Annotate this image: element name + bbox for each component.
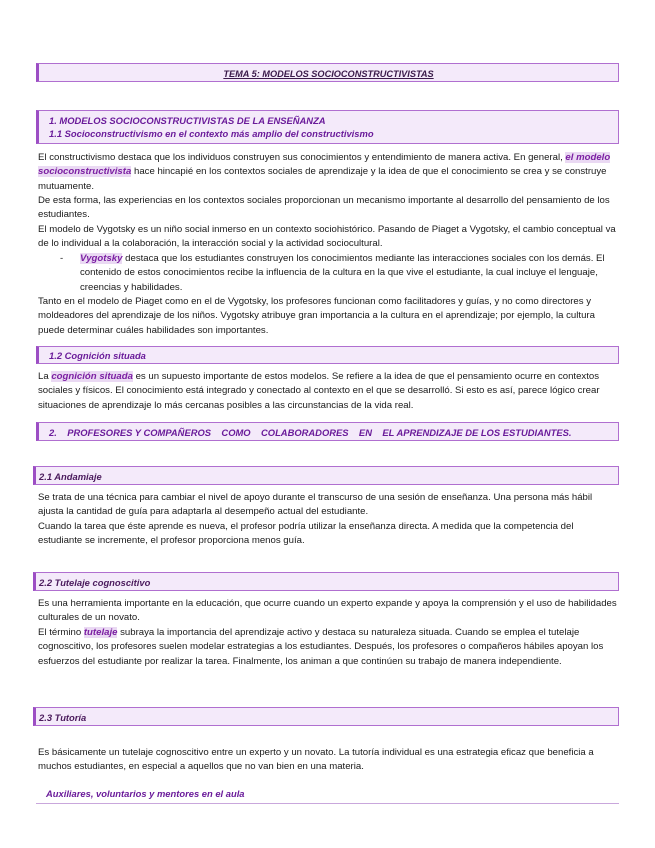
subheading-underline	[36, 803, 619, 804]
section-2-2-heading: 2.2 Tutelaje cognoscitivo	[39, 577, 151, 588]
page-title: TEMA 5: MODELOS SOCIOCONSTRUCTIVISTAS	[223, 69, 434, 79]
paragraph-cognitive-apprenticeship-2: El término tutelaje subraya la importancia del aprendizaje activo y destaca su naturaleza situada. Cuando se emplea el tutelaje cognoscitivo, los profesores suelen modelar estrategias a los estudiantes. Después, los profesores o compañeros hábiles apoyan los esfuerzos del estudiante por realizar la tarea. Finalmente, los animan a que continúen su trabajo de manera independiente.	[38, 627, 604, 667]
paragraph-cognitive-apprenticeship-1: Es una herramienta importante en la educación, que ocurre cuando un experto expande y apoya la comprensión y el uso de habilidades culturales de un novato.	[38, 598, 617, 624]
bullet-vygotsky: - Vygotsky destaca que los estudiantes construyen los conocimientos mediante las interacciones sociales con los demás. El contenido de estos conocimientos recibe la influencia de la cultura en la que vive el estudiante, la cual incluye el lenguaje, creencias y habilidades.	[60, 253, 605, 293]
subheading-aides-volunteers-mentors: Auxiliares, voluntarios y mentores en el aula	[46, 788, 245, 799]
highlight-socioconstructivist-model: el modelo socioconstructivista	[38, 152, 611, 178]
paragraph-situated-cognition: La cognición situada es un supuesto importante de estos modelos. Se refiere a la idea de que el pensamiento ocurre en contextos sociales y físicos. El conocimiento está integrado y conectado al contexto en el que se desarrolló. Si esto es así, parece lógico crear situaciones de aprendizaje lo más cercanas posibles a las circunstancias de la vida real.	[38, 371, 600, 411]
section-1-heading: 1. MODELOS SOCIOCONSTRUCTIVISTAS DE LA ENSEÑANZA	[49, 115, 326, 126]
section-1-2-heading-box	[36, 346, 619, 364]
section-2-2-heading-box	[33, 572, 619, 591]
paragraph-vygotsky-model: El modelo de Vygotsky es un niño social inmerso en un contexto sociohistórico. Pasando de Piaget a Vygotsky, el cambio conceptual va de lo individual a la colaboración, la interacción social y la actividad sociocultural.	[38, 224, 616, 250]
section-1-2-heading: 1.2 Cognición situada	[49, 350, 146, 361]
paragraph-constructivism: El constructivismo destaca que los individuos construyen sus conocimientos y entendimiento de manera activa. En general, el modelo socioconstructivista hace hincapié en los contextos sociales de aprendizaje y la idea de que el conocimiento se crea y se construye mutuamente.	[38, 152, 611, 192]
section-1-1-heading: 1.1 Socioconstructivismo en el contexto más amplio del constructivismo	[49, 128, 374, 139]
highlight-tutelaje: tutelaje	[83, 627, 118, 638]
section-2-3-heading-box	[33, 707, 619, 726]
title-box	[36, 63, 619, 82]
paragraph-tutoring: Es básicamente un tutelaje cognoscitivo entre un experto y un novato. La tutoría individual es una estrategia eficaz que beneficia a muchos estudiantes, en especial a aquellos que no van bien en una materia.	[38, 747, 594, 773]
section-2-1-heading: 2.1 Andamiaje	[39, 471, 102, 482]
paragraph-piaget-vygotsky: Tanto en el modelo de Piaget como en el de Vygotsky, los profesores funcionan como facilitadores y guías, y no como directores y moldeadores del aprendizaje de los niños. Vygotsky atribuye gran importancia a la cultura en el aprendizaje; por ejemplo, la cultura puede determinar cuáles habilidades son importantes.	[38, 296, 595, 336]
highlight-vygotsky: Vygotsky	[80, 253, 123, 264]
section-2-heading: 2. PROFESORES Y COMPAÑEROS COMO COLABORADORES EN EL APRENDIZAJE DE LOS ESTUDIANTES.	[49, 427, 572, 438]
section-2-3-heading: 2.3 Tutoría	[39, 712, 87, 723]
highlight-situated-cognition: cognición situada	[51, 371, 133, 382]
paragraph-social-contexts: De esta forma, las experiencias en los contextos sociales proporcionan un mecanismo importante al desarrollo del pensamiento de los estudiantes.	[38, 195, 610, 221]
section-2-heading-box	[36, 422, 619, 441]
section-1-heading-box	[36, 110, 619, 144]
paragraph-scaffolding-2: Cuando la tarea que éste aprende es nueva, el profesor podría utilizar la enseñanza directa. A medida que la competencia del estudiante se incremente, el profesor proporciona menos guía.	[38, 521, 574, 547]
paragraph-scaffolding-1: Se trata de una técnica para cambiar el nivel de apoyo durante el transcurso de una sesión de enseñanza. Una persona más hábil ajusta la cantidad de guía para adaptarla al desempeño actual del estudiante.	[38, 492, 593, 518]
bullet-dash: -	[60, 253, 64, 264]
section-2-1-heading-box	[33, 466, 619, 485]
